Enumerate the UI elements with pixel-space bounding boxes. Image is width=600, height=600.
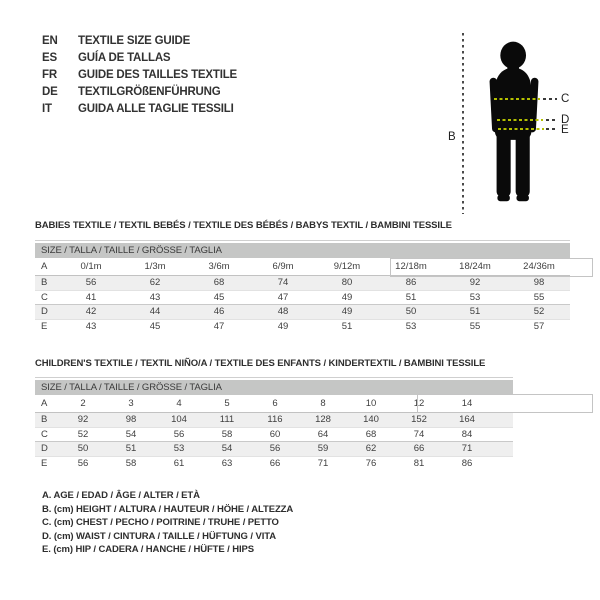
measurement-legend xyxy=(42,489,293,557)
value-cell: 42 xyxy=(85,306,97,318)
value-cell: 6/9m xyxy=(272,261,294,272)
child-silhouette-icon xyxy=(480,30,548,215)
value-cell: 116 xyxy=(267,414,283,426)
hip-guide-line xyxy=(546,128,558,130)
value-cell: 53 xyxy=(405,320,417,332)
value-cell: 81 xyxy=(413,457,425,469)
row-label: A xyxy=(41,398,48,409)
value-cell: 56 xyxy=(85,277,97,289)
value-cell: 58 xyxy=(125,457,137,469)
value-cell: 128 xyxy=(315,414,331,426)
row-label: C xyxy=(41,291,48,303)
children-highlight-box xyxy=(417,394,593,413)
value-cell: 84 xyxy=(461,428,473,440)
value-cell: 51 xyxy=(405,291,417,303)
table-row xyxy=(35,305,570,320)
table-row xyxy=(35,442,513,457)
value-cell: 51 xyxy=(469,306,481,318)
value-cell: 49 xyxy=(277,320,289,332)
value-cell: 8 xyxy=(320,398,326,409)
language-row xyxy=(42,50,237,67)
babies-table-title: BABIES TEXTILE / TEXTIL BEBÉS / TEXTILE DES BÉBÉS / BABYS TEXTIL / BAMBINI TESSILE xyxy=(35,220,452,231)
value-cell: 46 xyxy=(213,306,225,318)
language-row xyxy=(42,33,237,50)
value-cell: 56 xyxy=(77,457,89,469)
value-cell: 98 xyxy=(125,414,137,426)
language-title: GUIDA ALLE TAGLIE TESSILI xyxy=(78,103,234,115)
legend-hip: E. (cm) HIP / CADERA / HANCHE / HÜFTE / HIPS xyxy=(42,544,255,556)
value-cell: 104 xyxy=(171,414,187,426)
value-cell: 64 xyxy=(317,428,329,440)
value-cell: 60 xyxy=(269,428,281,440)
value-cell: 1/3m xyxy=(144,261,166,272)
row-label: A xyxy=(41,261,48,272)
value-cell: 92 xyxy=(77,414,89,426)
language-row xyxy=(42,67,237,84)
value-cell: 12 xyxy=(413,398,425,409)
value-cell: 59 xyxy=(317,443,329,455)
value-cell: 55 xyxy=(469,320,481,332)
value-cell: 2 xyxy=(80,398,86,409)
value-cell: 80 xyxy=(341,277,353,289)
table-row xyxy=(35,291,570,306)
value-cell: 68 xyxy=(365,428,377,440)
value-cell: 92 xyxy=(469,277,481,289)
value-cell: 53 xyxy=(469,291,481,303)
table-header: SIZE / TALLA / TAILLE / GRÖSSE / TAGLIA xyxy=(35,380,513,395)
height-measure-line xyxy=(462,33,464,214)
language-title: GUIDE DES TAILLES TEXTILE xyxy=(78,69,237,81)
value-cell: 164 xyxy=(459,414,475,426)
value-cell: 68 xyxy=(213,277,225,289)
value-cell: 98 xyxy=(533,277,545,289)
chest-guide-line xyxy=(543,98,557,100)
value-cell: 57 xyxy=(533,320,545,332)
value-cell: 4 xyxy=(176,398,182,409)
row-label: E xyxy=(41,457,48,469)
table-row xyxy=(35,428,513,443)
value-cell: 14 xyxy=(461,398,473,409)
table-row xyxy=(35,457,513,471)
waist-measure-line xyxy=(497,119,543,121)
table-row xyxy=(35,320,570,334)
value-cell: 3/6m xyxy=(208,261,230,272)
value-cell: 18/24m xyxy=(459,261,491,272)
value-cell: 47 xyxy=(277,291,289,303)
language-title: GUÍA DE TALLAS xyxy=(78,52,171,64)
value-cell: 86 xyxy=(461,457,473,469)
language-row xyxy=(42,84,237,101)
value-cell: 74 xyxy=(277,277,289,289)
legend-chest: C. (cm) CHEST / PECHO / POITRINE / TRUHE / PETTO xyxy=(42,517,279,529)
value-cell: 63 xyxy=(221,457,233,469)
language-title: TEXTILGRÖßENFÜHRUNG xyxy=(78,86,221,98)
legend-age: A. AGE / EDAD / ÂGE / ALTER / ETÀ xyxy=(42,490,200,501)
waist-label: D xyxy=(561,114,570,126)
value-cell: 41 xyxy=(85,291,97,303)
value-cell: 140 xyxy=(363,414,379,426)
value-cell: 44 xyxy=(149,306,161,318)
legend-waist: D. (cm) WAIST / CINTURA / TAILLE / HÜFTUNG / VITA xyxy=(42,530,276,542)
value-cell: 43 xyxy=(85,320,97,332)
children-size-table xyxy=(35,377,513,470)
language-code: FR xyxy=(42,69,57,81)
height-label: B xyxy=(448,131,456,143)
babies-highlight-box xyxy=(390,258,593,277)
value-cell: 50 xyxy=(77,443,89,455)
hip-label: E xyxy=(561,124,569,136)
value-cell: 58 xyxy=(221,428,233,440)
value-cell: 5 xyxy=(224,398,230,409)
value-cell: 111 xyxy=(219,414,235,426)
value-cell: 53 xyxy=(173,443,185,455)
value-cell: 24/36m xyxy=(523,261,555,272)
value-cell: 9/12m xyxy=(333,261,361,272)
value-cell: 47 xyxy=(213,320,225,332)
children-table-title: CHILDREN'S TEXTILE / TEXTIL NIÑO/A / TEXTILE DES ENFANTS / KINDERTEXTIL / BAMBINI TESSILE xyxy=(35,358,486,369)
value-cell: 76 xyxy=(365,457,377,469)
value-cell: 51 xyxy=(125,443,137,455)
value-cell: 10 xyxy=(365,398,377,409)
language-code: EN xyxy=(42,35,58,47)
table-row xyxy=(35,413,513,428)
language-code: DE xyxy=(42,86,58,98)
value-cell: 54 xyxy=(125,428,137,440)
value-cell: 55 xyxy=(533,291,545,303)
value-cell: 56 xyxy=(173,428,185,440)
value-cell: 48 xyxy=(277,306,289,318)
row-label: D xyxy=(41,443,48,455)
row-label: E xyxy=(41,320,48,332)
value-cell: 50 xyxy=(405,306,417,318)
value-cell: 54 xyxy=(221,443,233,455)
value-cell: 152 xyxy=(411,414,427,426)
table-header: SIZE / TALLA / TAILLE / GRÖSSE / TAGLIA xyxy=(35,243,570,258)
value-cell: 71 xyxy=(317,457,329,469)
value-cell: 86 xyxy=(405,277,417,289)
value-cell: 62 xyxy=(365,443,377,455)
measurement-figure xyxy=(440,14,600,226)
row-label: C xyxy=(41,428,48,440)
value-cell: 45 xyxy=(213,291,225,303)
value-cell: 12/18m xyxy=(395,261,427,272)
value-cell: 52 xyxy=(533,306,545,318)
table-row xyxy=(35,276,570,291)
chest-label: C xyxy=(561,93,570,105)
legend-height: B. (cm) HEIGHT / ALTURA / HAUTEUR / HÖHE / ALTEZZA xyxy=(42,503,294,515)
value-cell: 61 xyxy=(173,457,185,469)
waist-guide-line xyxy=(546,119,558,121)
value-cell: 6 xyxy=(272,398,278,409)
value-cell: 49 xyxy=(341,291,353,303)
value-cell: 0/1m xyxy=(80,261,102,272)
chest-measure-line xyxy=(494,98,540,100)
value-cell: 56 xyxy=(269,443,281,455)
language-row xyxy=(42,101,237,118)
language-code: IT xyxy=(42,103,52,115)
value-cell: 74 xyxy=(413,428,425,440)
value-cell: 51 xyxy=(341,320,353,332)
row-label: D xyxy=(41,306,48,318)
value-cell: 52 xyxy=(77,428,89,440)
value-cell: 62 xyxy=(149,277,161,289)
value-cell: 49 xyxy=(341,306,353,318)
value-cell: 66 xyxy=(269,457,281,469)
language-code: ES xyxy=(42,52,57,64)
row-label: B xyxy=(41,277,48,289)
value-cell: 71 xyxy=(461,443,473,455)
language-title: TEXTILE SIZE GUIDE xyxy=(78,35,191,47)
hip-measure-line xyxy=(498,128,544,130)
value-cell: 66 xyxy=(413,443,425,455)
babies-size-table xyxy=(35,240,570,333)
language-title-list xyxy=(42,33,237,118)
value-cell: 3 xyxy=(128,398,134,409)
row-label: B xyxy=(41,414,48,426)
value-cell: 43 xyxy=(149,291,161,303)
value-cell: 45 xyxy=(149,320,161,332)
